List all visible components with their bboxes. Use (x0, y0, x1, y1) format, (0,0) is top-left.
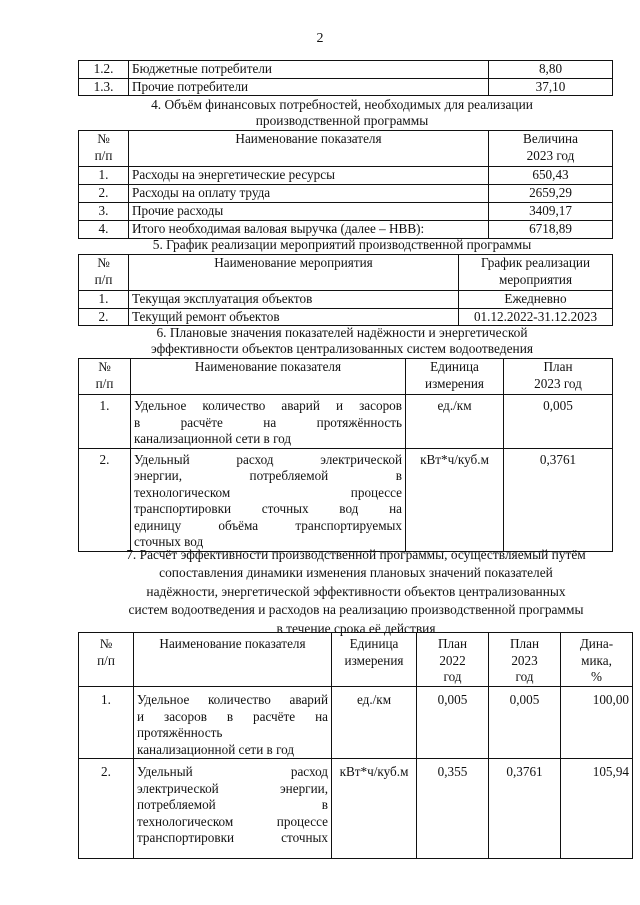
header-dynamics: Дина- мика, % (561, 633, 633, 687)
table-row (79, 221, 613, 239)
row-plan-2023: 0,005 (489, 687, 561, 759)
row-number: 2. (79, 308, 129, 326)
header-number: № п/п (79, 633, 134, 687)
row-number: 2. (79, 185, 129, 203)
table-row (79, 395, 613, 449)
row-plan: 0,3761 (504, 448, 613, 551)
row-name: Удельное количество аварий и засоров в расчёте на протяжённость канализационной сети в год (134, 687, 332, 759)
row-name: Расходы на оплату труда (129, 185, 489, 203)
row-name: Расходы на энергетические ресурсы (129, 167, 489, 185)
header-schedule: График реализации мероприятия (459, 255, 613, 291)
row-plan-2022: 0,005 (417, 687, 489, 759)
table-consumers (78, 60, 613, 96)
table-row (79, 687, 633, 759)
row-value: 3409,17 (489, 203, 613, 221)
row-plan: 0,005 (504, 395, 613, 449)
row-plan-2023: 0,3761 (489, 759, 561, 859)
table-header-row (79, 255, 613, 291)
row-number: 1.3. (79, 78, 129, 96)
row-number: 1. (79, 687, 134, 759)
row-unit: ед./км (332, 687, 417, 759)
header-name: Наименование показателя (131, 359, 406, 395)
row-name: Удельный расход электрической энергии, потребляемой в технологическом процессе транспортировки сточных (134, 759, 332, 859)
table-row (79, 308, 613, 326)
section-6-title: 6. Плановые значения показателей надёжности и энергетической эффективности объектов централизованных систем водоотведения (150, 325, 534, 356)
header-plan-2022: План 2022 год (417, 633, 489, 687)
table-schedule (78, 254, 613, 326)
table-row (79, 78, 613, 96)
row-name: Итого необходимая валовая выручка (далее – НВВ): (129, 221, 489, 239)
row-schedule: 01.12.2022-31.12.2023 (459, 308, 613, 326)
row-name: Прочие расходы (129, 203, 489, 221)
section-4-title: 4. Объём финансовых потребностей, необходимых для реализации производственной программы (151, 97, 533, 128)
row-name: Текущий ремонт объектов (129, 308, 459, 326)
row-unit: кВт*ч/куб.м (332, 759, 417, 859)
row-number: 2. (79, 759, 134, 859)
row-value: 6718,89 (489, 221, 613, 239)
row-number: 1. (79, 395, 131, 449)
header-number: № п/п (79, 131, 129, 167)
row-name: Удельное количество аварий и засоров в расчёте на протяжённость канализационной сети в год (131, 395, 406, 449)
row-plan-2022: 0,355 (417, 759, 489, 859)
row-number: 1.2. (79, 61, 129, 79)
page-number: 2 (316, 31, 324, 46)
table-header-row (79, 359, 613, 395)
header-unit: Единица измерения (332, 633, 417, 687)
row-value: 650,43 (489, 167, 613, 185)
row-unit: кВт*ч/куб.м (406, 448, 504, 551)
row-value: 8,80 (489, 61, 613, 79)
table-row (79, 185, 613, 203)
header-name: Наименование мероприятия (129, 255, 459, 291)
section-5-title: 5. График реализации мероприятий производственной программы (152, 237, 532, 252)
row-number: 4. (79, 221, 129, 239)
row-value: 37,10 (489, 78, 613, 96)
row-number: 2. (79, 448, 131, 551)
header-unit: Единица измерения (406, 359, 504, 395)
row-name: Текущая эксплуатация объектов (129, 291, 459, 309)
header-plan: План 2023 год (504, 359, 613, 395)
row-dynamics: 100,00 (561, 687, 633, 759)
table-header-row (79, 633, 633, 687)
table-header-row (79, 131, 613, 167)
row-schedule: Ежедневно (459, 291, 613, 309)
table-row (79, 759, 633, 859)
table-row (79, 203, 613, 221)
row-number: 1. (79, 291, 129, 309)
row-dynamics: 105,94 (561, 759, 633, 859)
table-row (79, 291, 613, 309)
row-name: Бюджетные потребители (129, 61, 489, 79)
header-plan-2023: План 2023 год (489, 633, 561, 687)
table-row (79, 448, 613, 551)
header-number: № п/п (79, 255, 129, 291)
row-unit: ед./км (406, 395, 504, 449)
table-row (79, 167, 613, 185)
row-name: Удельный расход электрической энергии, потребляемой в технологическом процессе транспортировки сточных вод на единицу объёма транспортируемых сточных вод (131, 448, 406, 551)
row-name: Прочие потребители (129, 78, 489, 96)
table-financial-needs (78, 130, 613, 239)
row-value: 2659,29 (489, 185, 613, 203)
header-value: Величина 2023 год (489, 131, 613, 167)
table-row (79, 61, 613, 79)
section-7-title: 7. Расчёт эффективности производственной программы, осуществляемый путём сопоставления динамики изменения плановых значений показателей надёжности, энергетической эффективности объектов централизованных систем водоотведения и расходов на реализацию производственной программы в течение срока её действия (126, 547, 586, 636)
header-name: Наименование показателя (134, 633, 332, 687)
header-name: Наименование показателя (129, 131, 489, 167)
table-reliability-indicators (78, 358, 613, 552)
row-number: 3. (79, 203, 129, 221)
row-number: 1. (79, 167, 129, 185)
table-efficiency-calculation (78, 632, 633, 859)
header-number: № п/п (79, 359, 131, 395)
